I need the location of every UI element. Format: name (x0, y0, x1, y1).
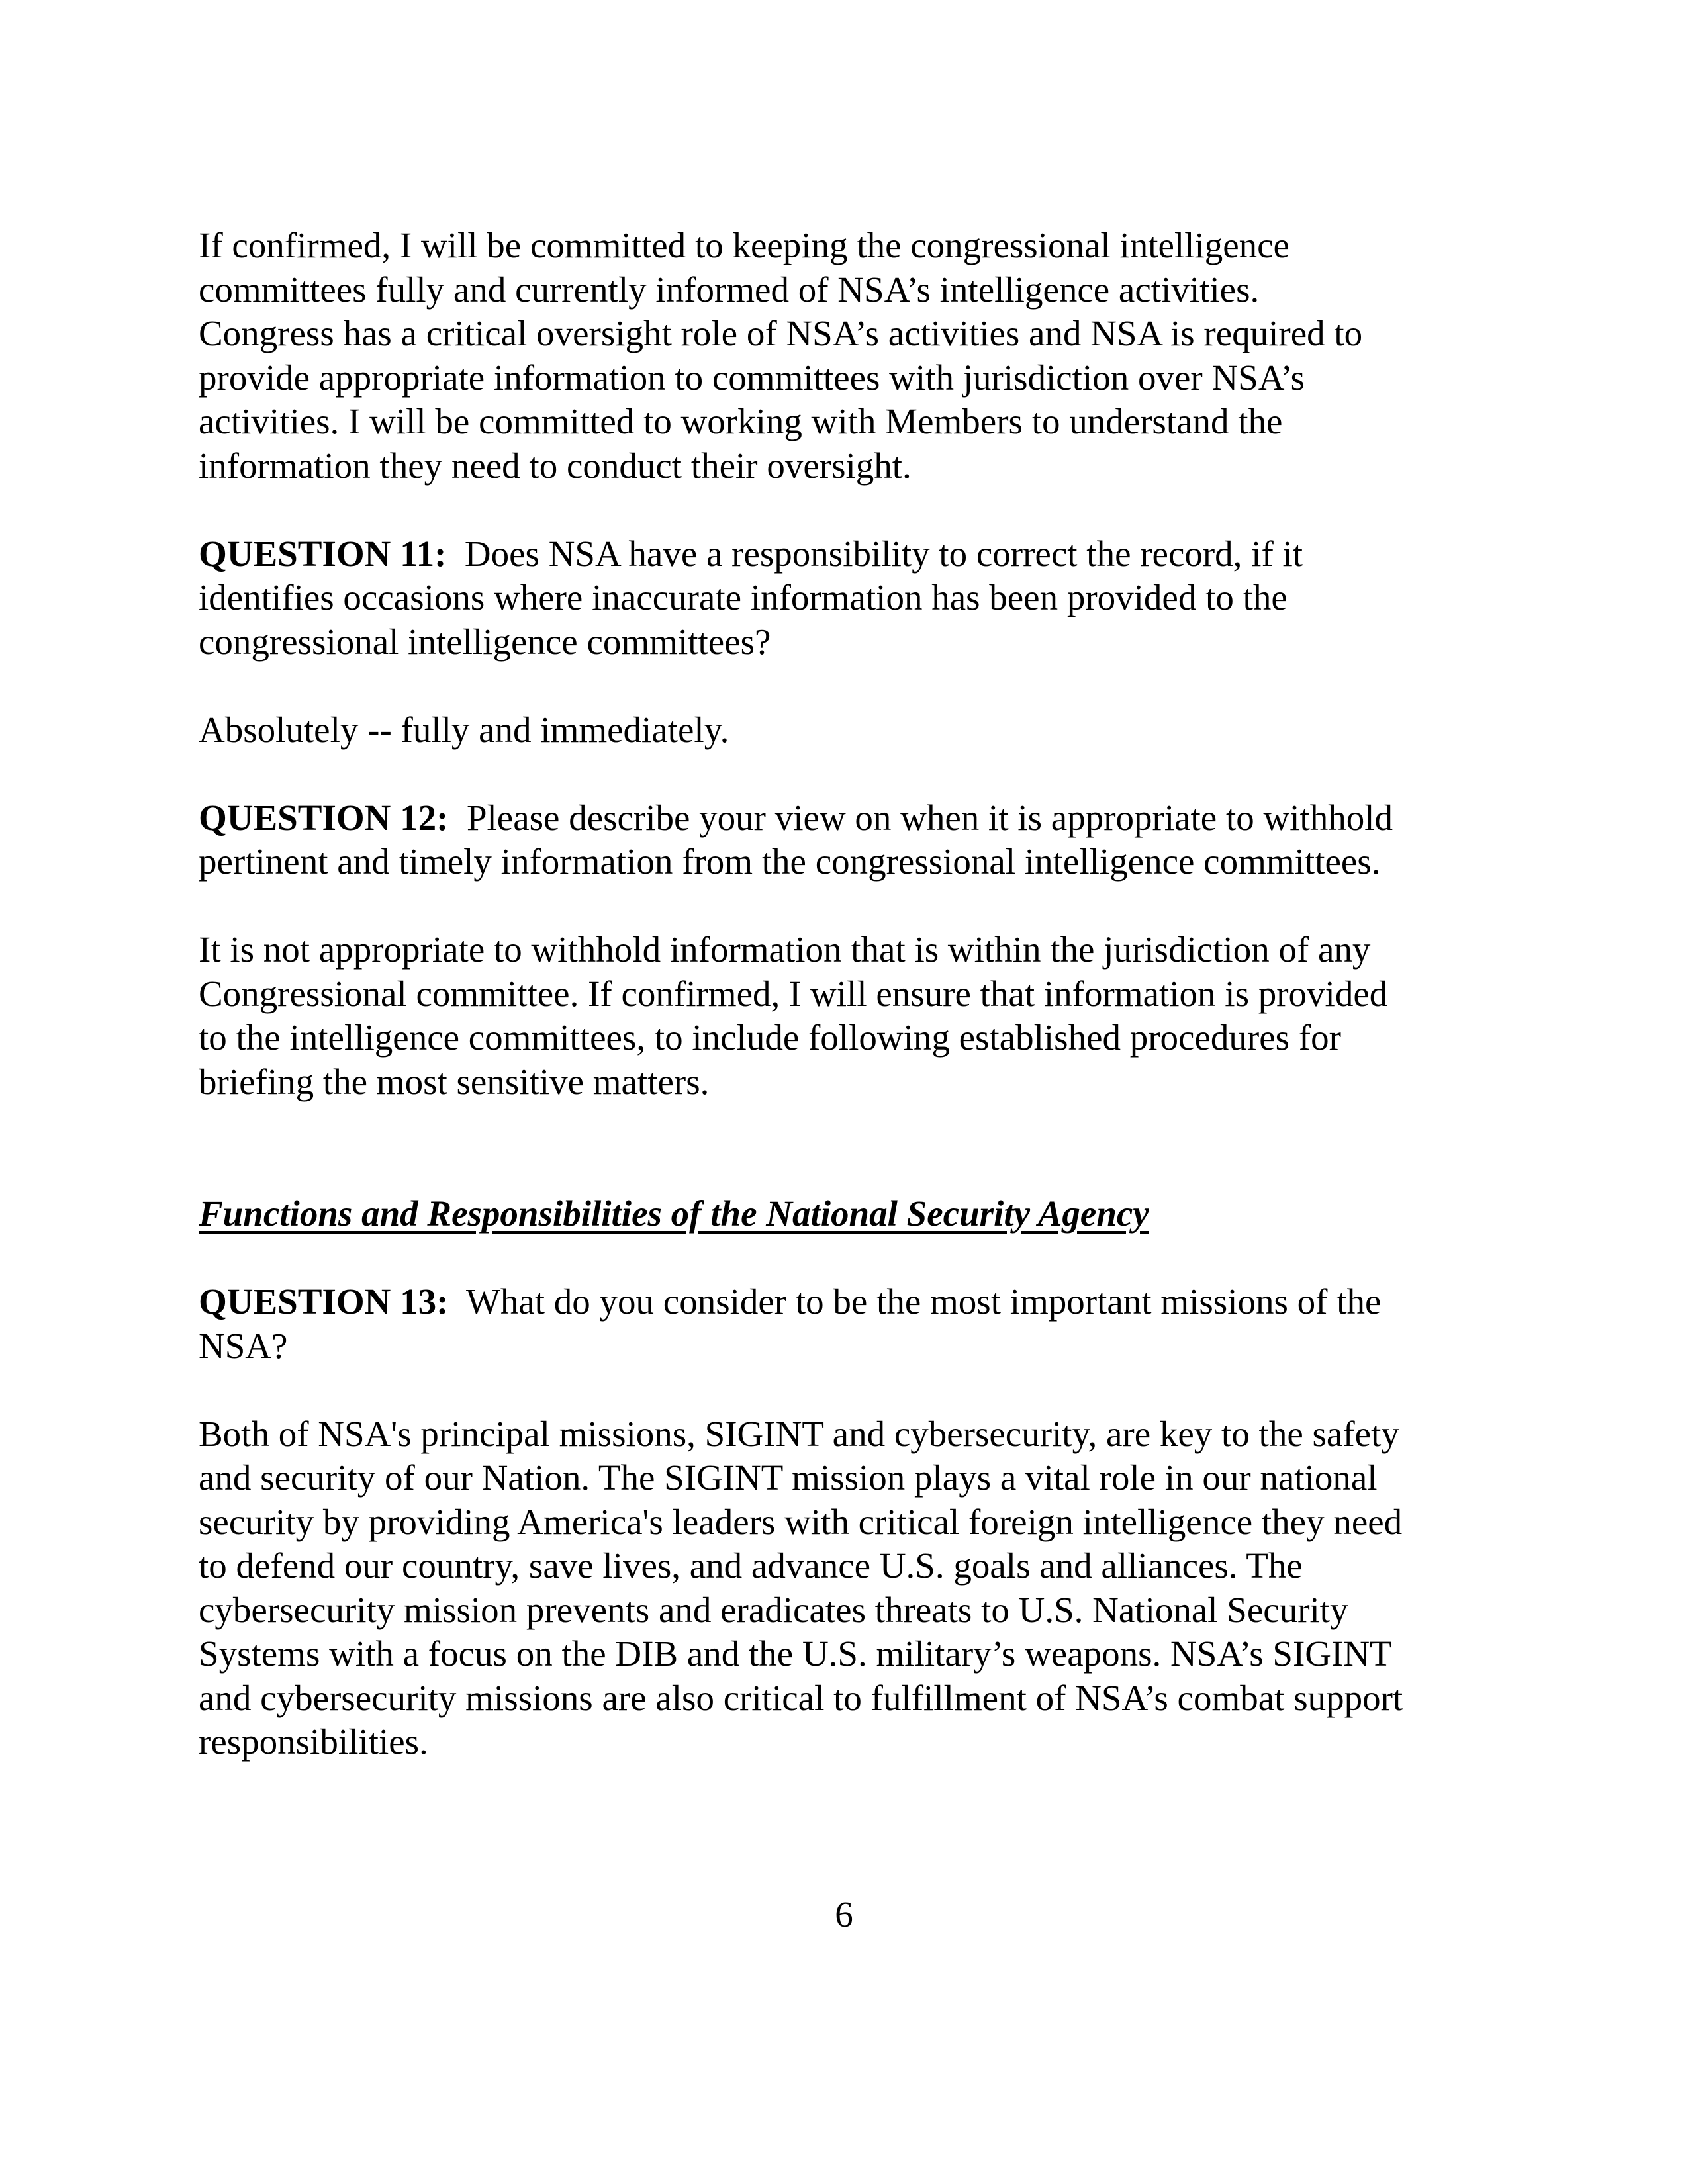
intro-paragraph (199, 224, 1496, 488)
question-label: QUESTION 11: (199, 533, 447, 574)
text-line: Congressional committee. If confirmed, I will ensure that information is provided (199, 973, 1388, 1014)
text-line: Congress has a critical oversight role of NSA’s activities and NSA is required to (199, 313, 1363, 353)
question-text: Please describe your view on when it is appropriate to withhold (448, 797, 1393, 838)
text-line: committees fully and currently informed of NSA’s intelligence activities. (199, 269, 1260, 310)
text-line: activities. I will be committed to working with Members to understand the (199, 401, 1283, 441)
text-line: Both of NSA's principal missions, SIGINT and cybersecurity, are key to the safety (199, 1413, 1399, 1454)
document-page (199, 224, 1496, 1808)
question-11 (199, 532, 1496, 664)
text-line: Systems with a focus on the DIB and the U.S. military’s weapons. NSA’s SIGINT (199, 1633, 1392, 1674)
text-line: It is not appropriate to withhold information that is within the jurisdiction of any (199, 929, 1371, 970)
text-line: NSA? (199, 1325, 288, 1366)
text-line: pertinent and timely information from the congressional intelligence committees. (199, 841, 1381, 882)
question-label: QUESTION 13: (199, 1281, 449, 1322)
text-line: and cybersecurity missions are also critical to fulfillment of NSA’s combat support (199, 1677, 1403, 1718)
answer-11 (199, 708, 1496, 752)
page-number: 6 (835, 1894, 853, 1934)
text-line: cybersecurity mission prevents and eradicates threats to U.S. National Security (199, 1589, 1348, 1630)
question-13 (199, 1280, 1496, 1368)
text-line: briefing the most sensitive matters. (199, 1061, 710, 1102)
question-text: What do you consider to be the most important missions of the (448, 1281, 1382, 1322)
text-line: responsibilities. (199, 1721, 428, 1762)
text-line: and security of our Nation. The SIGINT mission plays a vital role in our national (199, 1457, 1378, 1498)
question-text: Does NSA have a responsibility to correct the record, if it (446, 533, 1303, 574)
text-line: to the intelligence committees, to include following established procedures for (199, 1017, 1341, 1058)
section-heading: Functions and Responsibilities of the National Security Agency (199, 1193, 1149, 1234)
text-line: to defend our country, save lives, and advance U.S. goals and alliances. The (199, 1545, 1303, 1586)
question-label: QUESTION 12: (199, 797, 449, 838)
text-line: provide appropriate information to committees with jurisdiction over NSA’s (199, 357, 1305, 398)
text-line: Absolutely -- fully and immediately. (199, 709, 729, 750)
question-12 (199, 796, 1496, 884)
text-line: If confirmed, I will be committed to keeping the congressional intelligence (199, 225, 1289, 265)
text-line: identifies occasions where inaccurate information has been provided to the (199, 577, 1288, 617)
answer-13 (199, 1412, 1496, 1764)
text-line: information they need to conduct their oversight. (199, 445, 912, 486)
text-line: security by providing America's leaders with critical foreign intelligence they need (199, 1501, 1403, 1542)
text-line: congressional intelligence committees? (199, 621, 771, 662)
answer-12 (199, 928, 1496, 1104)
